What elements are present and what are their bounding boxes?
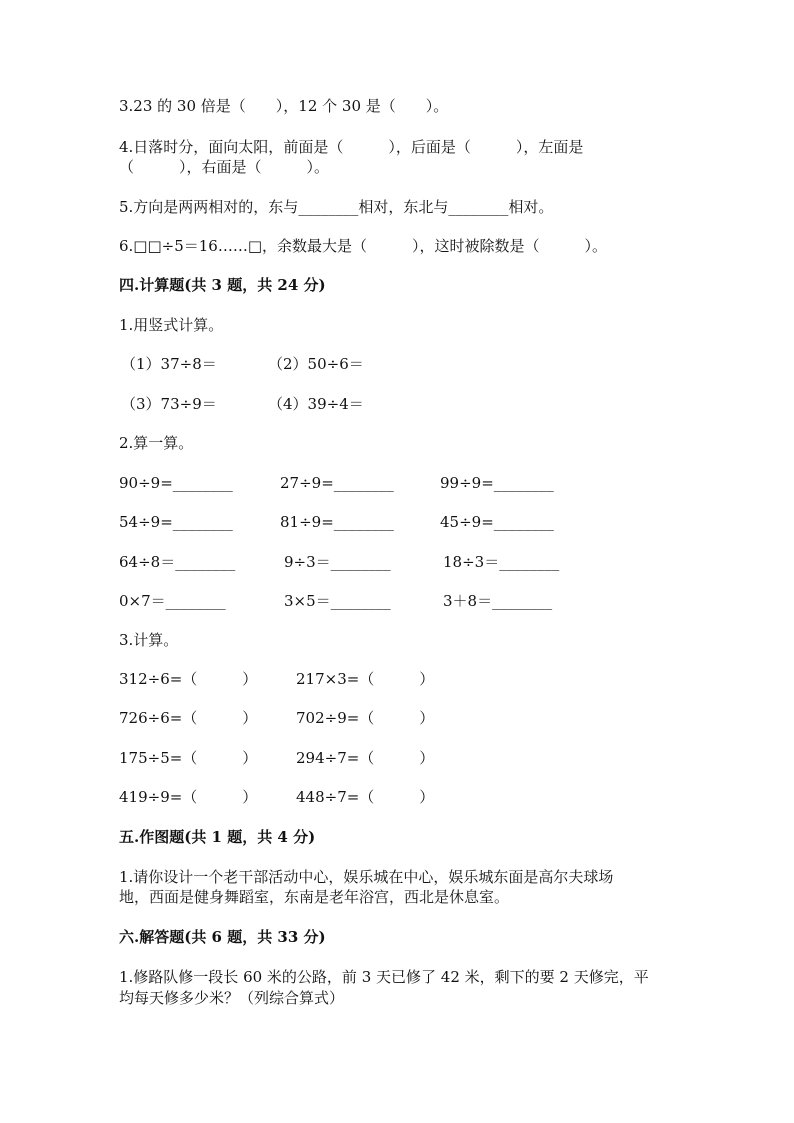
calc-item: 217×3=（ ） bbox=[296, 670, 435, 688]
calc-item: 702÷9=（ ） bbox=[296, 709, 435, 727]
question-3-4-line2: （ ），右面是（ ）。 bbox=[119, 158, 330, 176]
vertical-calc-item: （3）73÷9＝ bbox=[121, 395, 217, 413]
question-6-1-line2: 均每天修多少米？（列综合算式） bbox=[119, 989, 345, 1007]
question-4-1-title: 1.用竖式计算。 bbox=[119, 316, 224, 334]
calc-item: 448÷7=（ ） bbox=[296, 788, 435, 806]
section-6-title: 六.解答题(共 6 题，共 33 分) bbox=[119, 928, 326, 946]
calc-item: 726÷6=（ ） bbox=[119, 709, 258, 727]
calc-item: 27÷9=________ bbox=[280, 474, 394, 492]
question-3-5: 5.方向是两两相对的，东与________相对，东北与________相对。 bbox=[119, 198, 554, 216]
calc-item: 64÷8＝________ bbox=[119, 553, 236, 571]
question-3-6: 6.□□÷5＝16……□，余数最大是（ ），这时被除数是（ ）。 bbox=[119, 237, 608, 255]
calc-item: 81÷9=________ bbox=[280, 513, 394, 531]
calc-item: 90÷9=________ bbox=[119, 474, 233, 492]
question-4-2-title: 2.算一算。 bbox=[119, 434, 194, 452]
calc-item: 3×5＝________ bbox=[284, 592, 391, 610]
calc-item: 294÷7=（ ） bbox=[296, 749, 435, 767]
question-3-4-line1: 4.日落时分，面向太阳，前面是（ ），后面是（ ），左面是 bbox=[119, 138, 584, 156]
question-5-1-line2: 地，西面是健身舞蹈室，东南是老年浴宫，西北是休息室。 bbox=[119, 888, 510, 906]
calc-item: 0×7＝________ bbox=[119, 592, 226, 610]
calc-item: 9÷3＝________ bbox=[284, 553, 391, 571]
calc-item: 419÷9=（ ） bbox=[119, 788, 258, 806]
vertical-calc-item: （2）50÷6＝ bbox=[268, 355, 364, 373]
calc-item: 18÷3＝________ bbox=[443, 553, 560, 571]
calc-item: 312÷6=（ ） bbox=[119, 670, 258, 688]
vertical-calc-item: （4）39÷4＝ bbox=[268, 395, 364, 413]
section-5-title: 五.作图题(共 1 题，共 4 分) bbox=[119, 828, 316, 846]
section-4-title: 四.计算题(共 3 题，共 24 分) bbox=[119, 276, 326, 294]
vertical-calc-item: （1）37÷8＝ bbox=[121, 355, 217, 373]
question-4-3-title: 3.计算。 bbox=[119, 631, 179, 649]
question-3-3: 3.23 的 30 倍是（ ），12 个 30 是（ ）。 bbox=[119, 97, 449, 115]
question-6-1-line1: 1.修路队修一段长 60 米的公路，前 3 天已修了 42 米，剩下的要 2 天修完，平 bbox=[119, 968, 649, 986]
calc-item: 175÷5=（ ） bbox=[119, 749, 258, 767]
calc-item: 45÷9=________ bbox=[440, 513, 554, 531]
calc-item: 3＋8＝________ bbox=[443, 592, 553, 610]
question-5-1-line1: 1.请你设计一个老干部活动中心，娱乐城在中心，娱乐城东面是高尔夫球场 bbox=[119, 868, 614, 886]
calc-item: 54÷9=________ bbox=[119, 513, 233, 531]
calc-item: 99÷9=________ bbox=[440, 474, 554, 492]
